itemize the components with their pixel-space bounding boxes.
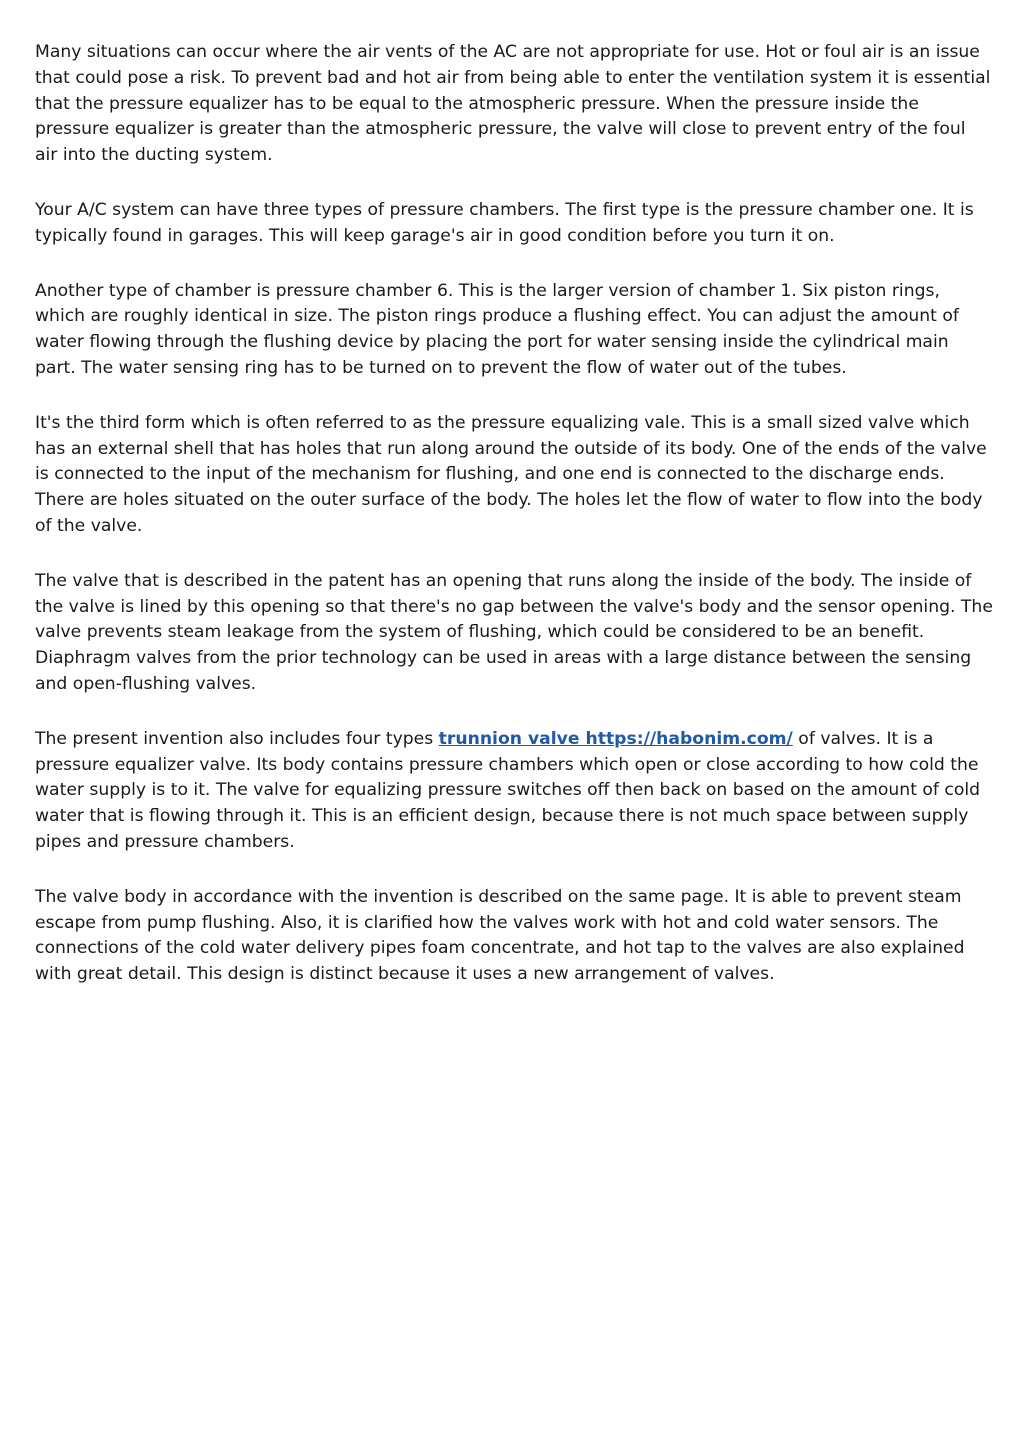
paragraph-text-after-link: of valves. It is a pressure equalizer valve. Its body contains pressure chambers which open or close according to how cold the water supply is to it. The valve for equalizing pressure switches off then back on based on the amount of cold water that is flowing through it. This is an efficient design, because there is not much space between supply pipes and pressure chambers.: [35, 728, 981, 852]
paragraph-air-vents: Many situations can occur where the air vents of the AC are not appropriate for use. Hot or foul air is an issue that could pose a risk. To prevent bad and hot air from being able to enter the ventilation system it is essential that the pressure equalizer has to be equal to the atmospheric pressure. When the pressure inside the pressure equalizer is greater than the atmospheric pressure, the valve will close to prevent entry of the foul air into the ducting system.: [35, 42, 991, 166]
paragraph-patent-valve: The valve that is described in the patent has an opening that runs along the inside of the body. The inside of the valve is lined by this opening so that there's no gap between the valve's body and the sensor opening. The valve prevents steam leakage from the system of flushing, which could be considered to be an benefit. Diaphragm valves from the prior technology can be used in areas with a large distance between the sensing and open-flushing valves.: [35, 570, 993, 694]
paragraph-chamber-six: Another type of chamber is pressure chamber 6. This is the larger version of chamber 1. Six piston rings, which are roughly identical in size. The piston rings produce a flushing effect. You can adjust the amount of water flowing through the flushing device by placing the port for water sensing inside the cylindrical main part. The water sensing ring has to be turned on to prevent the flow of water out of the tubes.: [35, 280, 959, 378]
paragraph-text-before-link: The present invention also includes four types: [35, 728, 439, 749]
paragraph-equalizing-vale: It's the third form which is often referred to as the pressure equalizing vale. This is a small sized valve which has an external shell that has holes that run along around the outside of its body. One of the ends of the valve is connected to the input of the mechanism for flushing, and one end is connected to the discharge ends. There are holes situated on the outer surface of the body. The holes let the flow of water to flow into the body of the valve.: [35, 412, 987, 536]
paragraph-valve-body: The valve body in accordance with the invention is described on the same page. It is able to prevent steam escape from pump flushing. Also, it is clarified how the valves work with hot and cold water sensors. The connections of the cold water delivery pipes foam concentrate, and hot tap to the valves are also explained with great detail. This design is distinct because it uses a new arrangement of valves.: [35, 886, 965, 985]
document-body: [35, 40, 993, 1017]
paragraph-present-invention: [35, 727, 993, 856]
paragraph-pressure-chambers: Your A/C system can have three types of pressure chambers. The first type is the pressure chamber one. It is typically found in garages. This will keep garage's air in good condition before you turn it on.: [35, 199, 974, 246]
trunnion-valve-link[interactable]: trunnion valve https://habonim.com/: [438, 728, 793, 749]
